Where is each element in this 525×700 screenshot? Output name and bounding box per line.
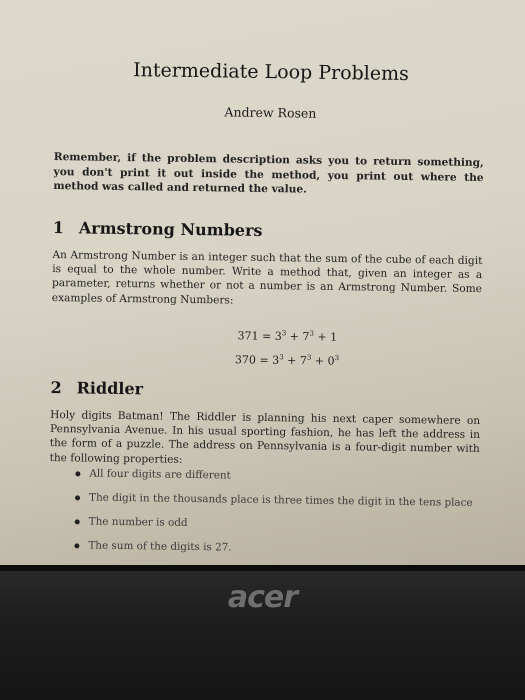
bullet-icon xyxy=(75,471,80,476)
section-2-title: Riddler xyxy=(76,378,144,399)
bullet-icon xyxy=(75,495,80,500)
bullet-icon xyxy=(75,519,80,524)
screen-edge xyxy=(0,565,525,571)
section-2-number: 2 xyxy=(50,378,62,398)
document-title: Intermediate Loop Problems xyxy=(133,59,410,85)
acer-logo: acer xyxy=(227,580,298,615)
section-1-heading xyxy=(53,218,263,240)
list-item: The number is odd xyxy=(74,514,474,544)
list-item: The digit in the thousands place is three times the digit in the tens place xyxy=(75,490,475,520)
section-1-paragraph: An Armstrong Number is an integer such that the sum of the cube of each digit is equal to the whole number. Write a method that, given an integer as a parameter, returns whether or not a number is an Armstrong Number. Some examples of Armstrong Numbers: xyxy=(51,249,483,307)
section-2-paragraph: Holy digits Batman! The Riddler is planning his next caper somewhere on Pennsylvania Avenue. In his usual sporting fashion, he has left the address in the form of a puzzle. The address on Pennsylvania is a four-digit number with the following properties: xyxy=(49,409,481,466)
list-item: All four digits are different xyxy=(75,466,475,496)
section-1-number: 1 xyxy=(52,218,65,238)
bullet-icon xyxy=(74,543,79,548)
document-page xyxy=(44,0,502,565)
equation-1: $371 = 3^3 + 7^3 + 1$ xyxy=(237,329,338,344)
list-item: The sum of the digits is 27. xyxy=(74,538,474,565)
section-2-heading xyxy=(50,378,143,398)
riddle-property-list xyxy=(74,466,475,565)
equation-2: $370 = 3^3 + 7^3 + 0^3$ xyxy=(234,353,340,368)
section-1-title: Armstrong Numbers xyxy=(78,218,263,240)
intro-paragraph: Remember, if the problem description asks you to return something, you don't print it out inside the method, you print out where the method was called and returned the value. xyxy=(53,151,484,196)
document-author: Andrew Rosen xyxy=(224,104,317,121)
